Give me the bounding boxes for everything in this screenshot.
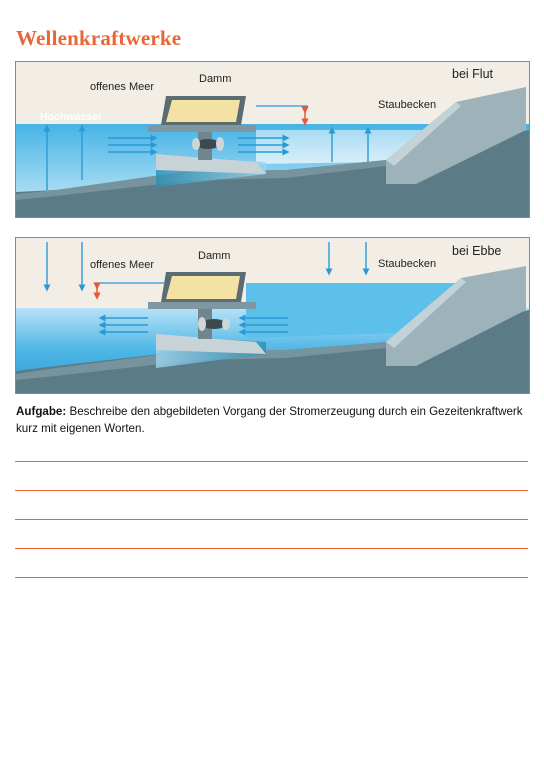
answer-line[interactable] <box>15 519 528 520</box>
label-state: bei Flut <box>452 67 493 81</box>
dam-platform <box>148 302 256 309</box>
answer-line[interactable] <box>15 490 528 491</box>
label-dam: Damm <box>198 250 231 262</box>
label-sea: offenes Meer <box>90 259 155 271</box>
task-prefix: Aufgabe: <box>16 405 67 418</box>
task-text <box>16 403 528 437</box>
label-basin: Staubecken <box>378 258 437 270</box>
page-title: Wellenkraftwerke <box>16 26 182 50</box>
diagram-flood-tide <box>15 61 530 218</box>
label-state: bei Ebbe <box>452 244 502 258</box>
label-basin: Staubecken <box>378 99 437 111</box>
answer-line[interactable] <box>15 548 528 549</box>
turbine-icon <box>198 317 230 331</box>
label-sea: offenes Meer <box>90 81 155 93</box>
turbine-icon <box>192 137 224 151</box>
task-body: Beschreibe den abgebildeten Vorgang der Stromerzeugung durch ein Gezeitenkraftwerk kurz mit eigenen Worten. <box>16 405 523 435</box>
dam-housing-sand <box>166 276 240 299</box>
dam-platform <box>148 125 256 132</box>
label-highwater: Hochwasser <box>40 111 102 123</box>
label-dam: Damm <box>199 73 232 85</box>
answer-line[interactable] <box>15 461 528 462</box>
answer-line[interactable] <box>15 577 528 578</box>
diagram-ebb-tide <box>15 237 530 394</box>
dam-housing-sand <box>166 100 240 122</box>
